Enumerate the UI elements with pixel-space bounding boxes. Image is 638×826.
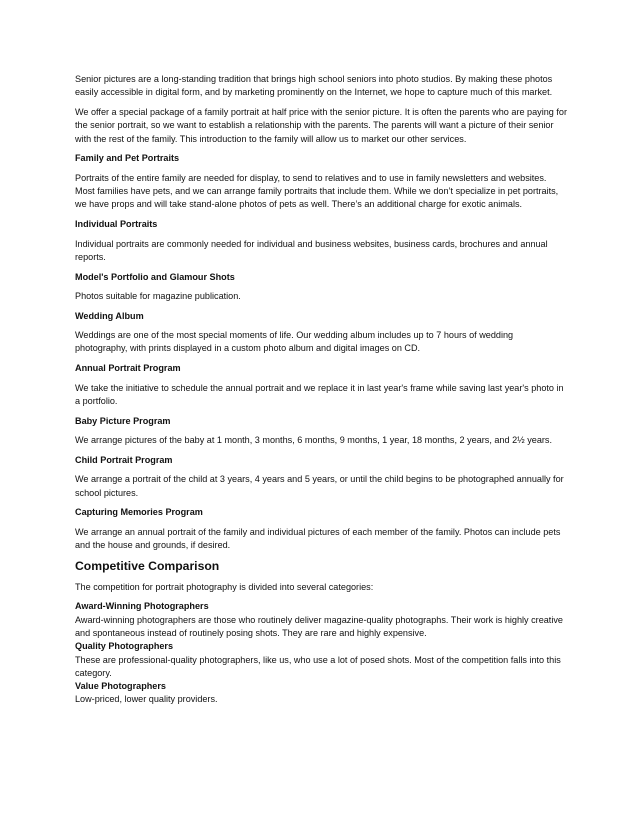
intro-paragraph: Senior pictures are a long-standing tradition that brings high school seniors into photo studios. By making these photos easily accessible in digital form, and by marketing prominently on the Internet, we hope to capture much of this market. <box>75 74 553 98</box>
section-body: We arrange a portrait of the child at 3 years, 4 years and 5 years, or until the child begins to be photographed annually for school pictures. <box>75 474 564 498</box>
competitive-intro: The competition for portrait photography is divided into several categories: <box>75 581 374 592</box>
section-body: Individual portraits are commonly needed for individual and business websites, business cards, brochures and annual reports. <box>75 238 548 262</box>
section-heading: Family and Pet Portraits <box>75 153 180 164</box>
section-heading: Wedding Album <box>75 310 144 321</box>
section-heading: Model's Portfolio and Glamour Shots <box>75 271 235 282</box>
competitive-comparison-title: Competitive Comparison <box>75 558 220 573</box>
section-heading: Annual Portrait Program <box>75 363 181 374</box>
category-body: Award-winning photographers are those who routinely deliver magazine-quality photographs. Their work is highly creative and spontaneous instead of routinely posing shots. They are rare and highly expensive. <box>75 614 563 638</box>
section-body: Weddings are one of the most special moments of life. Our wedding album includes up to 7 hours of wedding photography, with prints displayed in a custom photo album and digital images on CD. <box>75 330 514 354</box>
section-heading: Capturing Memories Program <box>75 507 203 518</box>
section-body: We arrange an annual portrait of the family and individual pictures of each member of the family. Photos can include pets and the house and grounds, if desired. <box>75 526 561 551</box>
section-body: We take the initiative to schedule the annual portrait and we replace it in last year's frame while saving last year's photo in a portfolio. <box>75 382 564 406</box>
section-body: Portraits of the entire family are needed for display, to send to relatives and to use in family newsletters and websites. Most families have pets, and we can arrange family portraits that include them. While we don’t specialize in pet portraits, we have props and will take stand-alone photos of pets as well. There’s an additional charge for exotic animals. <box>75 172 559 210</box>
intro-paragraph: We offer a special package of a family portrait at half price with the senior picture. It is often the parents who are paying for the senior portrait, so we want to establish a relationship with the parents. The parents will want a picture of their senior with the rest of the family. This introduction to the family will allow us to market our other services. <box>75 106 567 144</box>
category-body: These are professional-quality photographers, like us, who use a lot of posed shots. Most of the competition falls into this category. <box>75 654 561 678</box>
section-heading: Individual Portraits <box>75 219 158 230</box>
category-heading: Quality Photographers <box>75 641 174 652</box>
section-body: We arrange pictures of the baby at 1 month, 3 months, 6 months, 9 months, 1 year, 18 months, 2 years, and 2½ years. <box>75 435 553 446</box>
section-heading: Child Portrait Program <box>75 454 173 465</box>
category-body: Low-priced, lower quality providers. <box>75 694 218 705</box>
section-body: Photos suitable for magazine publication. <box>75 290 241 301</box>
document-page <box>75 73 567 707</box>
section-heading: Baby Picture Program <box>75 415 171 426</box>
category-heading: Value Photographers <box>75 681 166 692</box>
category-heading: Award-Winning Photographers <box>75 601 209 612</box>
